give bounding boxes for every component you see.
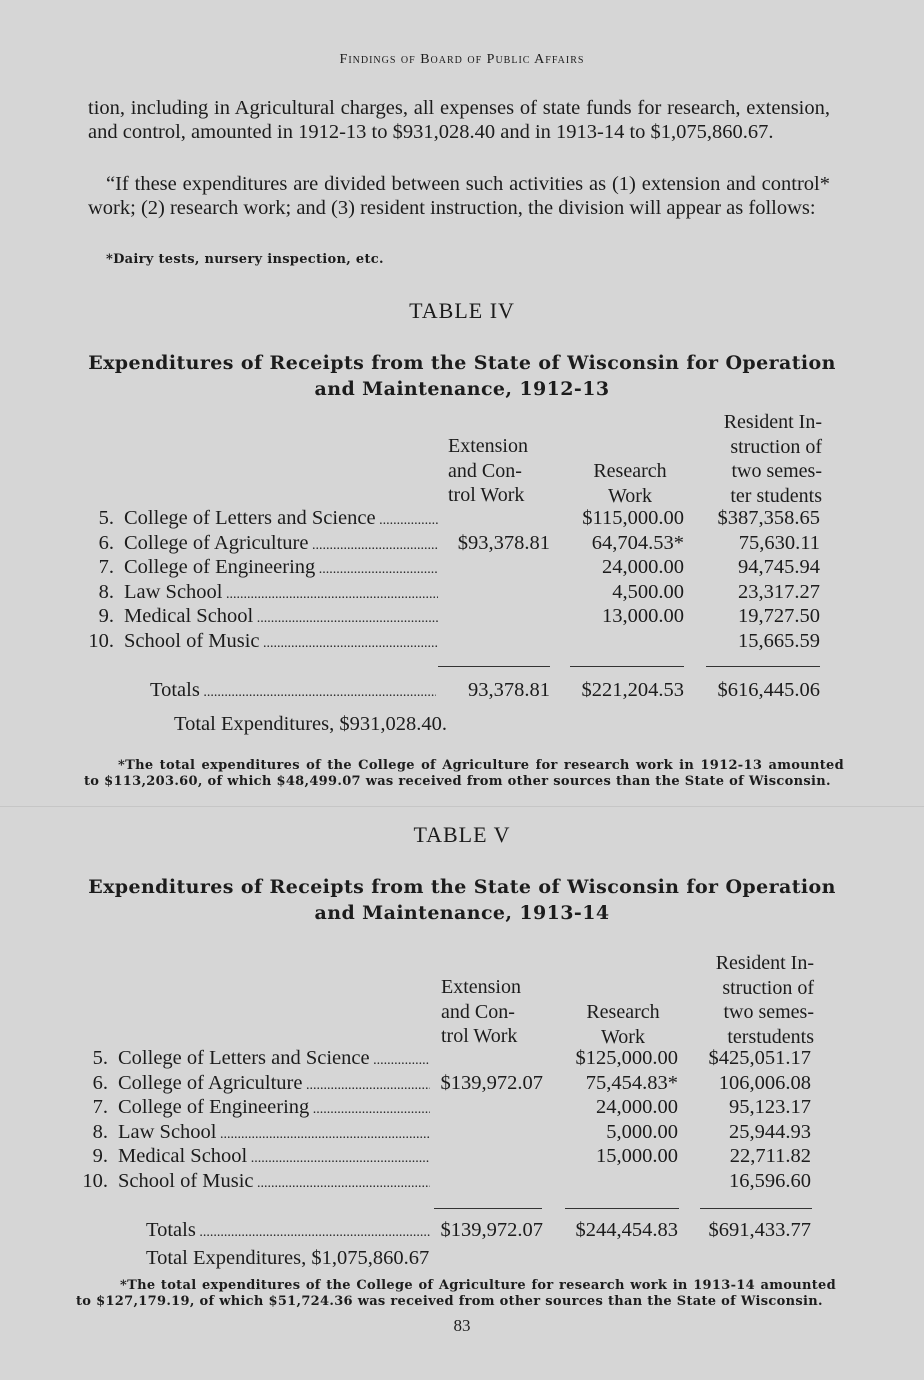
row-resident: 106,006.08 <box>718 1071 811 1094</box>
row-resident: 22,711.82 <box>729 1145 811 1167</box>
row-name: School of Music ..... <box>118 1169 430 1196</box>
table-4-totals-label: Totals ..... <box>150 678 436 705</box>
row-number: 7. <box>92 1096 108 1118</box>
row-research: 4,500.00 <box>612 580 684 603</box>
table-row <box>0 1046 924 1070</box>
table-4-totals-row <box>0 678 924 702</box>
table-5-rule-research <box>565 1208 679 1209</box>
table-row <box>0 1169 924 1193</box>
row-research: 5,000.00 <box>606 1120 678 1143</box>
table-5-label: TABLE V <box>413 822 511 847</box>
table-4-totals-research: $221,204.53 <box>581 679 684 701</box>
row-number: 8. <box>98 580 114 603</box>
row-resident: 25,944.93 <box>729 1120 811 1143</box>
table-4-totals-resident: $616,445.06 <box>717 679 820 701</box>
table-row <box>0 1095 924 1119</box>
table-row <box>0 629 924 653</box>
row-research: 13,000.00 <box>602 605 684 627</box>
row-number: 6. <box>98 531 114 554</box>
table-4-totals-extension: 93,378.81 <box>468 679 550 701</box>
row-name: College of Engineering ..... <box>118 1095 430 1122</box>
row-number: 9. <box>92 1145 108 1167</box>
row-number: 5. <box>98 507 114 529</box>
table-5-col-resident: Resident In- struction of two semes- terstudents <box>715 952 814 1048</box>
row-resident: 15,665.59 <box>738 629 820 652</box>
row-name: College of Engineering ..... <box>124 555 438 582</box>
table-5-rule-resident <box>700 1208 812 1209</box>
page-number: 83 <box>453 1316 471 1335</box>
row-research: 64,704.53* <box>591 531 684 554</box>
row-name: College of Agriculture ..... <box>124 531 438 558</box>
table-row <box>0 1144 924 1168</box>
row-number: 7. <box>98 556 114 578</box>
table-4-col-extension: Extension and Con- trol Work <box>448 435 528 506</box>
row-name: Medical School ..... <box>124 604 438 631</box>
row-extension: $93,378.81 <box>457 531 550 554</box>
row-resident: $387,358.65 <box>717 507 820 529</box>
table-4-col-research: Research Work <box>593 460 667 507</box>
table-5-col-research: Research Work <box>586 1001 660 1048</box>
table-4-label: TABLE IV <box>409 298 515 323</box>
table-5-totals-resident: $691,433.77 <box>708 1219 811 1241</box>
table-row <box>0 580 924 604</box>
table-row <box>0 604 924 628</box>
table-4-footnote: *The total expenditures of the College of Agriculture for research work in 1912-13 amounted to $113,203.60, of which $48,499.07 was received from other sources than the State of Wisconsin. <box>84 758 844 789</box>
row-name: School of Music ..... <box>124 629 438 656</box>
row-research: 24,000.00 <box>602 556 684 578</box>
table-row <box>0 531 924 555</box>
table-4-rule-resident <box>706 666 820 667</box>
table-4-grand-total: Total Expenditures, $931,028.40. <box>174 713 447 735</box>
row-research: $125,000.00 <box>575 1047 678 1069</box>
table-5-footnote: *The total expenditures of the College of Agriculture for research work in 1913-14 amounted to $127,179.19, of which $51,724.36 was received from other sources than the State of Wisconsin. <box>76 1278 836 1309</box>
row-resident: 19,727.50 <box>738 605 820 627</box>
table-4-col-resident: Resident In- struction of two semes- ter students <box>723 411 822 507</box>
row-number: 8. <box>92 1120 108 1143</box>
table-4-title: Expenditures of Receipts from the State of Wisconsin for Operation and Maintenance, 1912-13 <box>88 352 836 400</box>
table-4-rule-extension <box>438 666 550 667</box>
row-number: 10. <box>82 1169 108 1192</box>
row-research: $115,000.00 <box>582 507 684 529</box>
row-resident: $425,051.17 <box>708 1047 811 1069</box>
row-name: College of Letters and Science ..... <box>118 1046 430 1073</box>
row-number: 9. <box>98 605 114 627</box>
row-name: College of Letters and Science ..... <box>124 506 438 533</box>
row-resident: 16,596.60 <box>729 1169 811 1192</box>
table-5-totals-extension: $139,972.07 <box>440 1219 543 1241</box>
row-number: 5. <box>92 1047 108 1069</box>
table-5-totals-research: $244,454.83 <box>575 1219 678 1241</box>
table-5-totals-row <box>0 1218 924 1242</box>
table-row <box>0 1120 924 1144</box>
row-number: 10. <box>88 629 114 652</box>
row-resident: 75,630.11 <box>738 531 820 554</box>
section-divider <box>0 806 924 807</box>
table-5-grand-total: Total Expenditures, $1,075,860.67 <box>146 1247 430 1269</box>
row-name: College of Agriculture ..... <box>118 1071 430 1098</box>
row-number: 6. <box>92 1071 108 1094</box>
row-resident: 23,317.27 <box>738 580 820 603</box>
table-row <box>0 555 924 579</box>
row-resident: 95,123.17 <box>729 1096 811 1118</box>
row-research: 75,454.83* <box>585 1071 678 1094</box>
intro-paragraph-1: tion, including in Agricultural charges, all expenses of state funds for research, extension, and control, amounted in 1912-13 to $931,028.40 and in 1913-14 to $1,075,860.67. <box>88 97 830 143</box>
row-resident: 94,745.94 <box>738 556 820 578</box>
table-5-title: Expenditures of Receipts from the State of Wisconsin for Operation and Maintenance, 1913-14 <box>88 876 836 924</box>
table-5-totals-label: Totals ..... <box>146 1218 430 1245</box>
row-name: Medical School ..... <box>118 1144 430 1171</box>
table-4-rule-research <box>570 666 684 667</box>
table-5-rule-extension <box>434 1208 542 1209</box>
row-name: Law School ..... <box>124 580 438 607</box>
table-5-col-extension: Extension and Con- trol Work <box>441 976 521 1047</box>
table-row <box>0 506 924 530</box>
row-research: 15,000.00 <box>596 1145 678 1167</box>
row-research: 24,000.00 <box>596 1096 678 1118</box>
row-extension: $139,972.07 <box>440 1071 543 1094</box>
running-head: Findings of Board of Public Affairs <box>339 52 585 67</box>
row-name: Law School ..... <box>118 1120 430 1147</box>
table-row <box>0 1071 924 1095</box>
intro-footnote: *Dairy tests, nursery inspection, etc. <box>106 252 384 267</box>
intro-paragraph-2: “If these expenditures are divided between such activities as (1) extension and control* work; (2) research work; and (3) resident instruction, the division will appear as follows: <box>88 173 830 219</box>
